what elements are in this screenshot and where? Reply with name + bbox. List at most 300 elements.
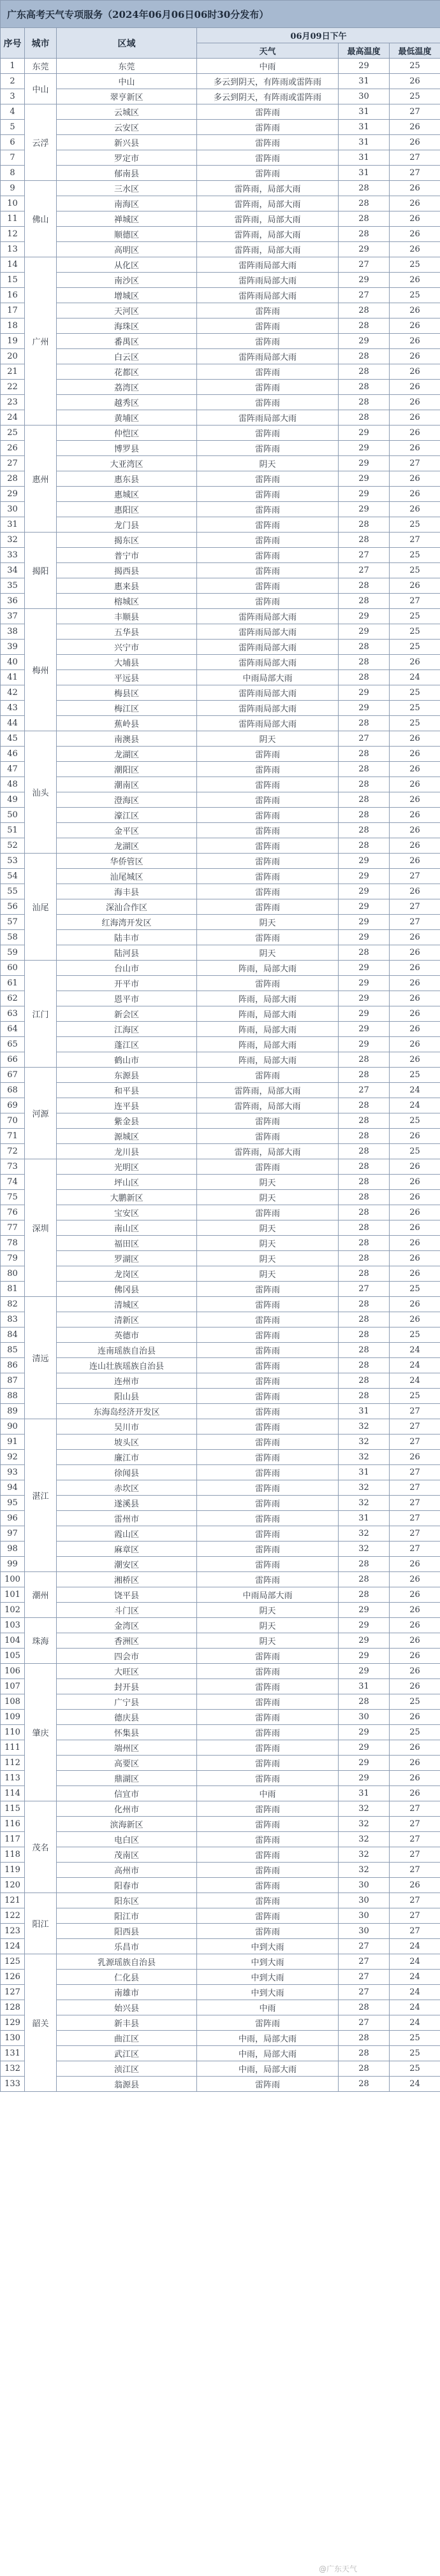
- row-district: 从化区: [57, 257, 197, 273]
- row-high: 29: [339, 456, 390, 471]
- row-district: 大亚湾区: [57, 456, 197, 471]
- row-low: 24: [390, 1373, 440, 1389]
- row-seq: 95: [1, 1496, 25, 1511]
- row-low: 27: [390, 1924, 440, 1939]
- row-weather: 雷阵雨: [197, 1756, 339, 1771]
- row-seq: 41: [1, 670, 25, 685]
- table-row: [1, 1052, 440, 1068]
- row-low: 24: [390, 2077, 440, 2092]
- row-high: 28: [339, 2077, 390, 2092]
- row-high: 29: [339, 609, 390, 624]
- row-seq: 62: [1, 991, 25, 1006]
- row-seq: 57: [1, 915, 25, 930]
- row-high: 27: [339, 1954, 390, 1970]
- row-high: 28: [339, 747, 390, 762]
- table-row: [1, 1694, 440, 1710]
- row-high: 29: [339, 1618, 390, 1633]
- row-district: 南山区: [57, 1220, 197, 1236]
- row-weather: 雷阵雨: [197, 1694, 339, 1710]
- row-weather: 雷阵雨: [197, 1679, 339, 1694]
- row-high: 28: [339, 2031, 390, 2046]
- table-row: [1, 89, 440, 104]
- table-row: [1, 1603, 440, 1618]
- row-weather: 雷阵雨: [197, 426, 339, 441]
- row-high: 29: [339, 487, 390, 502]
- row-district: 翁源县: [57, 2077, 197, 2092]
- row-seq: 89: [1, 1404, 25, 1419]
- row-district: 新会区: [57, 1006, 197, 1022]
- row-district: 龙川县: [57, 1144, 197, 1159]
- row-low: 24: [390, 1083, 440, 1098]
- row-high: 28: [339, 1144, 390, 1159]
- table-row: [1, 991, 440, 1006]
- row-weather: 阵雨，局部大雨: [197, 961, 339, 976]
- row-seq: 65: [1, 1037, 25, 1052]
- row-weather: 阴天: [197, 1266, 339, 1282]
- table-row: [1, 1970, 440, 1985]
- row-high: 28: [339, 1251, 390, 1266]
- row-low: 24: [390, 2015, 440, 2031]
- row-high: 28: [339, 1389, 390, 1404]
- row-seq: 68: [1, 1083, 25, 1098]
- row-high: 28: [339, 578, 390, 594]
- row-district: 阳东区: [57, 1893, 197, 1908]
- row-seq: 23: [1, 395, 25, 410]
- row-low: 25: [390, 517, 440, 533]
- row-weather: 雷阵雨: [197, 1801, 339, 1817]
- row-seq: 4: [1, 104, 25, 120]
- row-seq: 110: [1, 1725, 25, 1740]
- row-weather: 雷阵雨，局部大雨: [197, 1144, 339, 1159]
- row-district: 雷州市: [57, 1511, 197, 1526]
- row-district: 云城区: [57, 104, 197, 120]
- row-high: 28: [339, 792, 390, 808]
- row-low: 25: [390, 685, 440, 701]
- row-seq: 106: [1, 1664, 25, 1679]
- row-seq: 78: [1, 1236, 25, 1251]
- row-seq: 114: [1, 1786, 25, 1801]
- row-low: 26: [390, 242, 440, 257]
- row-weather: 雷阵雨: [197, 1725, 339, 1740]
- row-weather: 阴天: [197, 1175, 339, 1190]
- row-high: 29: [339, 961, 390, 976]
- row-high: 28: [339, 777, 390, 792]
- row-low: 26: [390, 471, 440, 487]
- table-row: [1, 1496, 440, 1511]
- row-district: 深汕合作区: [57, 899, 197, 915]
- row-weather: 雷阵雨: [197, 1557, 339, 1572]
- row-low: 26: [390, 930, 440, 945]
- row-weather: 阴天: [197, 731, 339, 747]
- row-high: 28: [339, 945, 390, 961]
- row-low: 26: [390, 1251, 440, 1266]
- row-low: 24: [390, 1970, 440, 1985]
- row-high: 28: [339, 1068, 390, 1083]
- row-weather: 雷阵雨: [197, 1832, 339, 1847]
- row-high: 29: [339, 1006, 390, 1022]
- row-high: 29: [339, 869, 390, 884]
- row-high: 28: [339, 181, 390, 196]
- row-weather: 多云到阴天，有阵雨或雷阵雨: [197, 89, 339, 104]
- row-seq: 80: [1, 1266, 25, 1282]
- row-high: 28: [339, 838, 390, 854]
- row-low: 24: [390, 1939, 440, 1954]
- table-row: [1, 1022, 440, 1037]
- row-high: 32: [339, 1847, 390, 1863]
- row-seq: 87: [1, 1373, 25, 1389]
- row-low: 26: [390, 211, 440, 227]
- row-district: 潮阳区: [57, 762, 197, 777]
- row-district: 乐昌市: [57, 1939, 197, 1954]
- row-low: 26: [390, 1633, 440, 1649]
- row-seq: 14: [1, 257, 25, 273]
- row-seq: 9: [1, 181, 25, 196]
- row-low: 26: [390, 1679, 440, 1694]
- row-district: 阳春市: [57, 1878, 197, 1893]
- row-seq: 53: [1, 854, 25, 869]
- row-weather: 雷阵雨局部大雨: [197, 257, 339, 273]
- row-seq: 52: [1, 838, 25, 854]
- row-low: 26: [390, 1175, 440, 1190]
- row-high: 32: [339, 1863, 390, 1878]
- row-high: 32: [339, 1435, 390, 1450]
- row-district: 荔湾区: [57, 380, 197, 395]
- row-high: 28: [339, 670, 390, 685]
- table-row: [1, 1220, 440, 1236]
- row-low: 27: [390, 1847, 440, 1863]
- row-low: 27: [390, 1465, 440, 1480]
- row-district: 华侨管区: [57, 854, 197, 869]
- row-seq: 116: [1, 1817, 25, 1832]
- row-seq: 18: [1, 318, 25, 334]
- table-row: [1, 808, 440, 823]
- row-high: 29: [339, 930, 390, 945]
- row-seq: 50: [1, 808, 25, 823]
- row-weather: 雷阵雨: [197, 1312, 339, 1327]
- table-row: [1, 227, 440, 242]
- table-row: [1, 533, 440, 548]
- row-seq: 101: [1, 1587, 25, 1603]
- table-row: [1, 655, 440, 670]
- row-seq: 30: [1, 502, 25, 517]
- row-low: 25: [390, 624, 440, 640]
- row-district: 平远县: [57, 670, 197, 685]
- row-low: 24: [390, 1343, 440, 1358]
- table-row: [1, 792, 440, 808]
- row-weather: 雷阵雨局部大雨: [197, 685, 339, 701]
- row-low: 26: [390, 1649, 440, 1664]
- row-seq: 43: [1, 701, 25, 716]
- row-high: 29: [339, 991, 390, 1006]
- row-weather: 中雨，局部大雨: [197, 2061, 339, 2077]
- row-weather: 雷阵雨: [197, 1465, 339, 1480]
- row-low: 26: [390, 854, 440, 869]
- row-high: 28: [339, 1190, 390, 1205]
- row-weather: 雷阵雨: [197, 166, 339, 181]
- row-seq: 51: [1, 823, 25, 838]
- row-high: 29: [339, 334, 390, 349]
- row-low: 26: [390, 1006, 440, 1022]
- row-seq: 20: [1, 349, 25, 364]
- row-district: 连平县: [57, 1098, 197, 1113]
- row-weather: 雷阵雨局部大雨: [197, 716, 339, 731]
- row-low: 25: [390, 1144, 440, 1159]
- row-high: 28: [339, 364, 390, 380]
- table-row: [1, 1266, 440, 1282]
- row-high: 28: [339, 349, 390, 364]
- row-high: 28: [339, 1587, 390, 1603]
- row-weather: 雷阵雨: [197, 1817, 339, 1832]
- row-district: 陆河县: [57, 945, 197, 961]
- row-low: 26: [390, 227, 440, 242]
- header-low: 最低温度: [390, 43, 440, 59]
- row-weather: 雷阵雨: [197, 1771, 339, 1786]
- table-row: [1, 930, 440, 945]
- row-seq: 90: [1, 1419, 25, 1435]
- table-row: [1, 1878, 440, 1893]
- row-weather: 阴天: [197, 1618, 339, 1633]
- row-low: 27: [390, 594, 440, 609]
- row-weather: 雷阵雨局部大雨: [197, 640, 339, 655]
- row-low: 26: [390, 792, 440, 808]
- row-high: 29: [339, 1037, 390, 1052]
- row-low: 25: [390, 701, 440, 716]
- table-row: [1, 2077, 440, 2092]
- table-row: [1, 1129, 440, 1144]
- row-high: 29: [339, 701, 390, 716]
- row-weather: 雷阵雨: [197, 1480, 339, 1496]
- row-weather: 阴天: [197, 1190, 339, 1205]
- row-high: 28: [339, 1129, 390, 1144]
- row-district: 源城区: [57, 1129, 197, 1144]
- row-district: 光明区: [57, 1159, 197, 1175]
- row-weather: 中到大雨: [197, 1939, 339, 1954]
- table-row: [1, 1098, 440, 1113]
- row-district: 大埔县: [57, 655, 197, 670]
- row-district: 越秀区: [57, 395, 197, 410]
- row-high: 30: [339, 89, 390, 104]
- table-row: [1, 1419, 440, 1435]
- table-row: [1, 135, 440, 150]
- row-high: 29: [339, 884, 390, 899]
- row-low: 26: [390, 1587, 440, 1603]
- table-row: [1, 318, 440, 334]
- row-district: 广宁县: [57, 1694, 197, 1710]
- row-seq: 71: [1, 1129, 25, 1144]
- row-seq: 126: [1, 1970, 25, 1985]
- row-high: 28: [339, 1175, 390, 1190]
- row-seq: 15: [1, 273, 25, 288]
- row-weather: 雷阵雨: [197, 1282, 339, 1297]
- row-low: 26: [390, 1159, 440, 1175]
- table-row: [1, 441, 440, 456]
- row-low: 26: [390, 364, 440, 380]
- row-seq: 91: [1, 1435, 25, 1450]
- row-high: 28: [339, 533, 390, 548]
- table-row: [1, 1175, 440, 1190]
- row-low: 26: [390, 1052, 440, 1068]
- table-row: [1, 899, 440, 915]
- row-low: 26: [390, 380, 440, 395]
- row-high: 27: [339, 731, 390, 747]
- row-district: 海丰县: [57, 884, 197, 899]
- row-high: 28: [339, 655, 390, 670]
- table-row: [1, 2000, 440, 2015]
- row-district: 佛冈县: [57, 1282, 197, 1297]
- row-high: 31: [339, 1465, 390, 1480]
- row-high: 29: [339, 624, 390, 640]
- row-district: 武江区: [57, 2046, 197, 2061]
- table-row: [1, 1297, 440, 1312]
- row-seq: 77: [1, 1220, 25, 1236]
- row-seq: 72: [1, 1144, 25, 1159]
- table-row: [1, 1725, 440, 1740]
- row-weather: 阵雨，局部大雨: [197, 1052, 339, 1068]
- row-high: 31: [339, 150, 390, 166]
- row-low: 26: [390, 884, 440, 899]
- row-high: 29: [339, 1603, 390, 1618]
- table-row: [1, 181, 440, 196]
- row-high: 31: [339, 1679, 390, 1694]
- row-seq: 104: [1, 1633, 25, 1649]
- table-row: [1, 1404, 440, 1419]
- row-seq: 49: [1, 792, 25, 808]
- row-low: 24: [390, 1358, 440, 1373]
- row-weather: 雷阵雨，局部大雨: [197, 227, 339, 242]
- row-district: 惠阳区: [57, 502, 197, 517]
- row-low: 26: [390, 349, 440, 364]
- row-seq: 99: [1, 1557, 25, 1572]
- row-weather: 中雨: [197, 1786, 339, 1801]
- row-high: 29: [339, 273, 390, 288]
- row-weather: 阴天: [197, 456, 339, 471]
- row-high: 32: [339, 1419, 390, 1435]
- row-weather: 雷阵雨: [197, 838, 339, 854]
- row-district: 金平区: [57, 823, 197, 838]
- row-district: 高要区: [57, 1756, 197, 1771]
- table-row: [1, 120, 440, 135]
- row-weather: 雷阵雨: [197, 1205, 339, 1220]
- table-row: [1, 1144, 440, 1159]
- row-weather: 雷阵雨局部大雨: [197, 273, 339, 288]
- row-seq: 129: [1, 2015, 25, 2031]
- row-high: 31: [339, 135, 390, 150]
- table-row: [1, 945, 440, 961]
- row-low: 26: [390, 1312, 440, 1327]
- row-district: 开平市: [57, 976, 197, 991]
- row-weather: 阴天: [197, 1603, 339, 1618]
- row-low: 25: [390, 716, 440, 731]
- table-row: [1, 2061, 440, 2077]
- table-row: [1, 471, 440, 487]
- row-low: 27: [390, 1404, 440, 1419]
- row-weather: 雷阵雨: [197, 854, 339, 869]
- row-low: 26: [390, 1664, 440, 1679]
- row-city: 云浮: [25, 104, 57, 181]
- row-low: 26: [390, 1297, 440, 1312]
- row-high: 27: [339, 257, 390, 273]
- row-district: 增城区: [57, 288, 197, 303]
- row-high: 29: [339, 1022, 390, 1037]
- row-seq: 122: [1, 1908, 25, 1924]
- row-district: 廉江市: [57, 1450, 197, 1465]
- row-high: 28: [339, 380, 390, 395]
- table-row: [1, 1282, 440, 1297]
- row-high: 32: [339, 1450, 390, 1465]
- row-low: 26: [390, 1557, 440, 1572]
- header-high: 最高温度: [339, 43, 390, 59]
- row-district: 阳江市: [57, 1908, 197, 1924]
- row-weather: 多云到阴天，有阵雨或雷阵雨: [197, 74, 339, 89]
- row-low: 26: [390, 1603, 440, 1618]
- row-seq: 24: [1, 410, 25, 426]
- row-low: 26: [390, 1756, 440, 1771]
- row-seq: 26: [1, 441, 25, 456]
- row-seq: 29: [1, 487, 25, 502]
- table-row: [1, 838, 440, 854]
- row-low: 26: [390, 120, 440, 135]
- row-seq: 111: [1, 1740, 25, 1756]
- row-seq: 8: [1, 166, 25, 181]
- row-seq: 36: [1, 594, 25, 609]
- table-row: [1, 349, 440, 364]
- row-weather: 雷阵雨: [197, 1924, 339, 1939]
- row-district: 顺德区: [57, 227, 197, 242]
- row-high: 28: [339, 1297, 390, 1312]
- row-seq: 10: [1, 196, 25, 211]
- row-seq: 28: [1, 471, 25, 487]
- row-district: 化州市: [57, 1801, 197, 1817]
- row-high: 31: [339, 120, 390, 135]
- row-weather: 雷阵雨: [197, 1542, 339, 1557]
- row-seq: 45: [1, 731, 25, 747]
- row-seq: 67: [1, 1068, 25, 1083]
- row-weather: 雷阵雨: [197, 441, 339, 456]
- row-district: 德庆县: [57, 1710, 197, 1725]
- row-low: 25: [390, 1694, 440, 1710]
- row-low: 24: [390, 1954, 440, 1970]
- row-seq: 22: [1, 380, 25, 395]
- table-row: [1, 380, 440, 395]
- row-weather: 阵雨，局部大雨: [197, 1037, 339, 1052]
- table-row: [1, 1358, 440, 1373]
- row-high: 32: [339, 1480, 390, 1496]
- row-seq: 5: [1, 120, 25, 135]
- row-city: 中山: [25, 74, 57, 104]
- row-district: 新丰县: [57, 2015, 197, 2031]
- row-seq: 124: [1, 1939, 25, 1954]
- row-seq: 115: [1, 1801, 25, 1817]
- row-low: 26: [390, 747, 440, 762]
- row-high: 27: [339, 1970, 390, 1985]
- row-district: 龙门县: [57, 517, 197, 533]
- row-city: 揭阳: [25, 533, 57, 609]
- table-row: [1, 1618, 440, 1633]
- row-seq: 102: [1, 1603, 25, 1618]
- row-high: 29: [339, 1725, 390, 1740]
- row-seq: 6: [1, 135, 25, 150]
- row-seq: 33: [1, 548, 25, 563]
- row-weather: 中雨，局部大雨: [197, 2031, 339, 2046]
- row-district: 东海岛经济开发区: [57, 1404, 197, 1419]
- row-high: 28: [339, 1557, 390, 1572]
- row-district: 电白区: [57, 1832, 197, 1847]
- row-low: 27: [390, 166, 440, 181]
- row-district: 紫金县: [57, 1113, 197, 1129]
- row-city: 韶关: [25, 1954, 57, 2092]
- row-district: 普宁市: [57, 548, 197, 563]
- table-row: [1, 1985, 440, 2000]
